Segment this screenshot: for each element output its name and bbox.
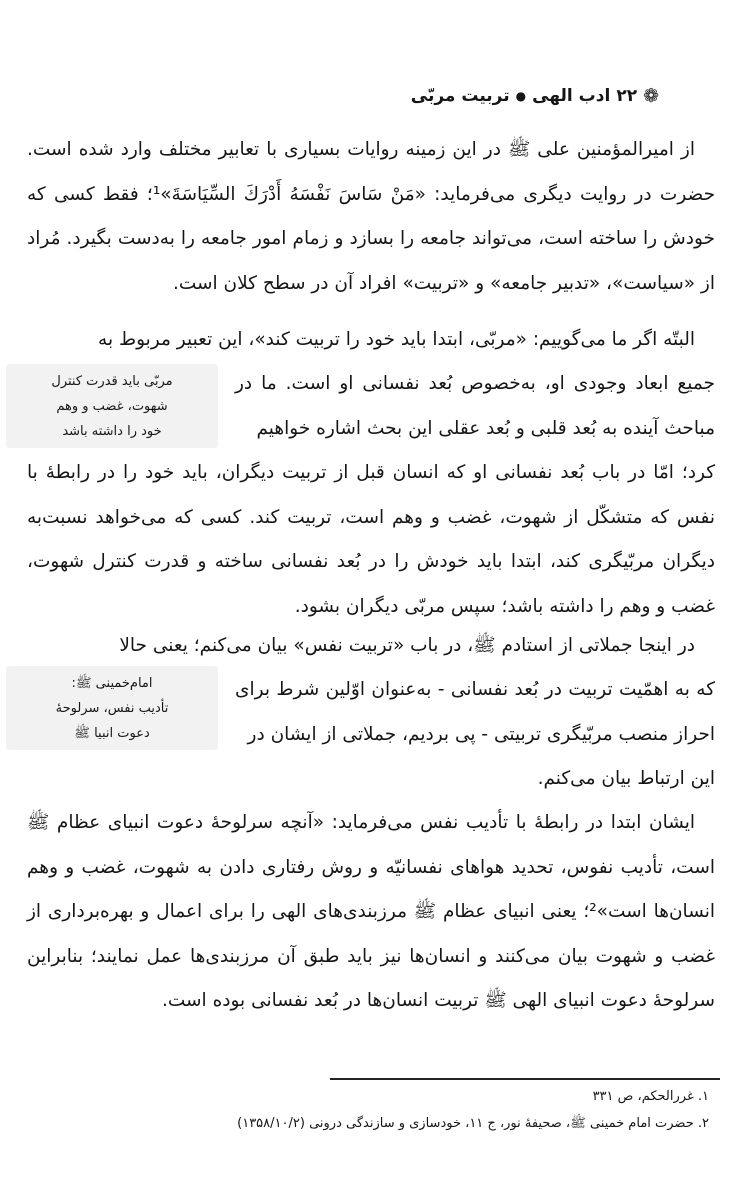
footnote-2: ۲. حضرت امام خمینی ﷺ، صحیفهٔ نور، ج ۱۱، خودسازی و سازندگی درونی (۱۳۵۸/۱۰/۲) <box>237 1116 709 1131</box>
bullet-separator-icon: ● <box>515 89 527 103</box>
margin-note-1-line: مربّی باید قدرت کنترل <box>51 373 173 389</box>
margin-note-1 <box>6 364 218 448</box>
margin-note-1-line: شهوت، غضب و وهم <box>56 398 168 414</box>
paragraph-4: ایشان ابتدا در رابطهٔ با تأدیب نفس می‌فرماید: «آنچه سرلوحهٔ دعوت انبیای عظام ﷺ است، تأدیب نفوس، تحدید هواهای نفسانیّه و روش رفتاری دادن به شهوت، غضب و وهم انسان‌ها است»²؛ یعنی انبیای عظام ﷺ مرزبندی‌های الهی را برای اعمال و بهره‌برداری از غضب و شهوت بیان می‌کنند و انسان‌ها نیز باید طبق آن مرزبندی‌ها عمل نمایند؛ بنابراین سرلوحهٔ دعوت انبیای الهی ﷺ تربیت انسان‌ها در بُعد نفسانی بوده است. <box>27 812 715 1011</box>
paragraph-2-wrapped: جمیع ابعاد وجودی او، به‌خصوص بُعد نفسانی او است. ما در مباحث آینده به بُعد قلبی و بُعد عقلی این بحث اشاره خواهیم <box>235 373 715 439</box>
paragraph-1: از امیرالمؤمنین علی ﷺ در این زمینه روایات بسیاری با تعابیر مختلف وارد شده است. حضرت در روایت دیگری می‌فرماید: «مَنْ سَاسَ نَفْسَهُ أَدْرَكَ السِّيَاسَةَ»¹؛ فقط کسی که خودش را ساخته است، می‌تواند جامعه را بسازد و زمام امور جامعه را به‌دست بگیرد. مُراد از «سیاست»، «تدبیر جامعه» و «تربیت» افراد آن در سطح کلان است. <box>27 139 716 294</box>
margin-note-2-line: امام‌خمینی ﷺ: <box>71 675 153 691</box>
paragraph-2-continued: کرد؛ امّا در باب بُعد نفسانی او که انسان قبل از تربیت دیگران، باید خود را در رابطهٔ با نفس که متشکّل از شهوت، غضب و وهم است، تربیت کند. کسی که می‌خواهد نسبت‌به دیگران مربّیگری کند، ابتدا باید خودش را در بُعد نفسانی ساخته و قدرت کنترل شهوت، غضب و وهم را داشته باشد؛ سپس مربّی دیگران بشود. <box>27 462 715 617</box>
paragraph-2-intro: البتّه اگر ما می‌گوییم: «مربّی، ابتدا باید خود را تربیت کند»، این تعبیر مربوط به <box>98 329 695 350</box>
flower-ornament-icon: ❁ <box>643 85 659 107</box>
footnote-separator <box>330 1078 720 1080</box>
paragraph-3-wrapped: که به اهمّیت تربیت در بُعد نفسانی - به‌عنوان اوّلین شرط برای احراز منصب مربّیگری تربیتی - پی بردیم، جملاتی از ایشان در <box>235 679 715 745</box>
header-subtitle: تربیت مربّی <box>410 86 510 106</box>
footnote-1: ۱. غررالحکم، ص ۳۳۱ <box>592 1089 709 1104</box>
paragraph-3-intro: در اینجا جملاتی از استادم ﷺ، در باب «تربیت نفس» بیان می‌کنم؛ یعنی حالا <box>119 635 695 656</box>
paragraph-3-end: این ارتباط بیان می‌کنم. <box>537 768 715 789</box>
margin-note-1-line: خود را داشته باشد <box>62 423 162 439</box>
margin-note-2-line: دعوت انبیا ﷺ <box>74 725 150 741</box>
margin-note-2-line: تأدیب نفس، سرلوحهٔ <box>55 700 169 716</box>
margin-note-2 <box>6 666 218 750</box>
page-number: ۲۲ <box>616 86 638 106</box>
running-header <box>411 80 659 112</box>
header-title: ادب الهی <box>532 86 611 106</box>
